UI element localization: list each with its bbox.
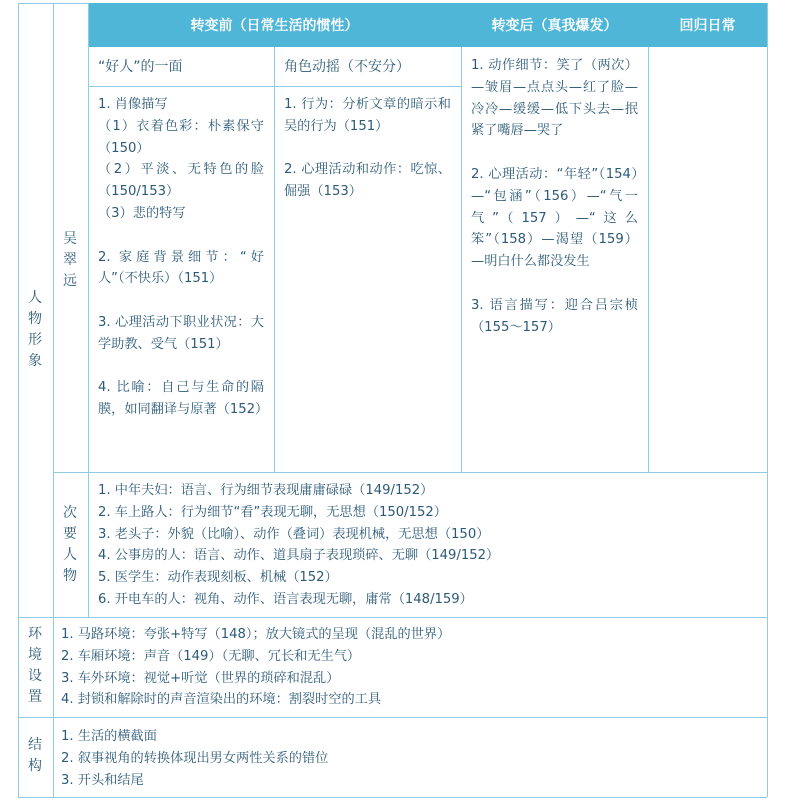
- border-left: [18, 3, 19, 797]
- border-right: [767, 3, 768, 797]
- list-item: 3. 老头子：外貌（比喻）、动作（叠词）表现机械，无思想（150）: [98, 526, 490, 542]
- label-structure: 结构: [28, 737, 42, 774]
- border-col2: [53, 3, 54, 617]
- list-item: 5. 医学生：动作表现刻板、机械（152）: [98, 570, 338, 586]
- list-item: 2. 车上路人：行为细节“看”表现无聊，无思想（150/152）: [98, 504, 447, 520]
- border-wu-bottom: [53, 472, 767, 473]
- label-character-image: 人物形象: [28, 290, 42, 369]
- list-item: 2. 叙事视角的转换体现出男女两性关系的错位: [61, 750, 329, 766]
- list-item: 3. 开头和结尾: [61, 772, 144, 788]
- label-wu-cuiyuan: 吴翠远: [63, 231, 77, 289]
- header-return: 回归日常: [648, 3, 767, 47]
- list-item: 2. 车厢环境：声音（149）（无聊、冗长和无生气）: [61, 648, 361, 664]
- subheader-role-shaken: 角色动摇（不安分）: [284, 59, 410, 75]
- border-char-bottom: [18, 617, 767, 618]
- list-item: 4. 公事房的人：语言、动作、道具扇子表现琐碎、无聊（149/152）: [98, 548, 500, 564]
- after-text: 1. 动作细节：笑了（两次）—皱眉—点点头—红了脸—冷冷—缓缓—低下头去—抿紧了嘴唇—哭了 2. 心理活动：“年轻”（154）—“包涵”（156）—“气一气”（157）—“这么笨”（158）—渴望（159）—明白什么都没发生 3. 语言描写：迎合吕宗桢（155～157）: [471, 58, 638, 335]
- border-subheader: [88, 86, 461, 87]
- secondary-characters-list: [98, 480, 499, 611]
- structure-list: [61, 726, 328, 791]
- role-shaken-text: 1. 行为：分析文章的暗示和吴的行为（151） 2. 心理活动和动作：吃惊、倔强（153）: [284, 97, 451, 200]
- label-environment: 环境设置: [28, 626, 42, 705]
- border-bottom: [18, 797, 767, 798]
- border-col-label-lower: [53, 617, 54, 797]
- header-before: 转变前（日常生活的惯性）: [88, 3, 461, 47]
- list-item: 6. 开电车的人：视角、动作、语言表现无聊，庸常（148/159）: [98, 591, 473, 607]
- list-item: 1. 中年夫妇：语言、行为细节表现庸庸碌碌（149/152）: [98, 483, 434, 498]
- label-secondary-characters: 次要人物: [63, 505, 77, 584]
- border-env-bottom: [18, 717, 767, 718]
- list-item: 3. 车外环境：视觉+听觉（世界的琐碎和混乱）: [61, 670, 340, 686]
- list-item: 4. 封锁和解除时的声音渲染出的环境：割裂时空的工具: [61, 692, 382, 708]
- environment-list: [61, 624, 450, 711]
- header-after: 转变后（真我爆发）: [461, 3, 648, 47]
- list-item: 1. 马路环境：夸张+特写（148）；放大镜式的呈现（混乱的世界）: [61, 627, 451, 642]
- list-item: 1. 生活的横截面: [61, 729, 157, 744]
- border-col-return: [648, 47, 649, 472]
- subheader-good-person: “好人”的一面: [98, 59, 183, 75]
- good-person-text: 1. 肖像描写 （1）衣着色彩：朴素保守（150） （2）平淡、无特色的脸（150/153） （3）悲的特写 2. 家庭背景细节：“好人”（不快乐）（151） 3. 心理活动下职业状况：大学助教、受气（151） 4. 比喻：自己与生命的隔膜，如同翻译与原著（152）: [98, 97, 269, 418]
